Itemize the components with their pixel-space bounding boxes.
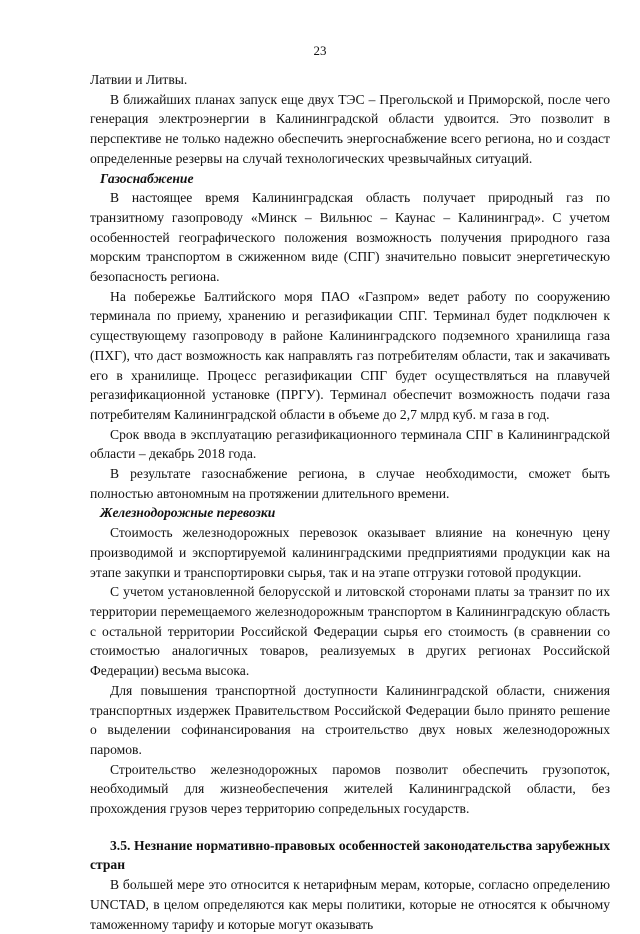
paragraph: В большей мере это относится к нетарифным мерам, которые, согласно определению UNCTAD, в целом определяются как меры политики, которые не относятся к обычному таможенному тарифу и которые могут оказывать <box>90 877 610 932</box>
document-body <box>90 70 610 934</box>
paragraph: Стоимость железнодорожных перевозок оказывает влияние на конечную цену производимой и экспортируемой калининградскими предприятиями продукции как на этапе закупки и транспортировки сырья, так и на этапе отгрузки готовой продукции. <box>90 525 610 580</box>
paragraph: На побережье Балтийского моря ПАО «Газпром» ведет работу по сооружению терминала по приему, хранению и регазификации СПГ. Терминал будет подключен к существующему газопроводу в районе Калининградского подземного хранилища газа (ПХГ), что даст возможность как направлять газ потребителям области, так и закачивать его в хранилище. Процесс регазификации СПГ будет осуществляться на плавучей регазификационной установке (ПРГУ). Терминал обеспечит возможность подачи газа потребителям Калининградской области в объеме до 2,7 млрд куб. м газа в год. <box>90 288 610 422</box>
paragraph: Для повышения транспортной доступности Калининградской области, снижения транспортных издержек Правительством Российской Федерации было принято решение о выделении софинансирования на строительство двух новых железнодорожных паромов. <box>90 682 610 757</box>
page-number: 23 <box>313 43 327 58</box>
section-heading: 3.5. Незнание нормативно-правовых особенностей законодательства зарубежных стран <box>90 837 610 873</box>
paragraph: Латвии и Литвы. <box>90 72 188 87</box>
paragraph: В настоящее время Калининградская область получает природный газ по транзитному газопроводу «Минск – Вильнюс – Каунас – Калининград». С учетом особенностей географического положения возможность получения природного газа морским транспортом в сжиженном виде (СПГ) значительно повысит энергетическую безопасность региона. <box>90 190 610 285</box>
paragraph: Строительство железнодорожных паромов позволит обеспечить грузопоток, необходимый для жизнеобеспечения жителей Калининградской области, без прохождения грузов через территорию сопредельных государств. <box>90 761 610 817</box>
paragraph: В результате газоснабжение региона, в случае необходимости, сможет быть полностью автономным на протяжении длительного времени. <box>90 466 610 501</box>
subheading-gas-supply: Газоснабжение <box>100 170 194 186</box>
paragraph: С учетом установленной белорусской и литовской сторонами платы за транзит по их территории перемещаемого железнодорожным транспортом в Калининградскую область с остальной территории Российской Федерации сырья его стоимость (в сравнении со стоимостью аналогичных товаров, реализуемых в других регионах Российской Федерации) весьма высока. <box>90 584 610 679</box>
paragraph: Срок ввода в эксплуатацию регазификационного терминала СПГ в Калининградской области – декабрь 2018 года. <box>90 426 610 462</box>
paragraph: В ближайших планах запуск еще двух ТЭС – Прегольской и Приморской, после чего генерация электроэнергии в Калининградской области удвоится. Это позволит в перспективе не только надежно обеспечить энергоснабжение всего региона, но и создаст определенные резервы на случай технологических чрезвычайных ситуаций. <box>90 91 610 166</box>
subheading-railway-transport: Железнодорожные перевозки <box>100 505 276 521</box>
